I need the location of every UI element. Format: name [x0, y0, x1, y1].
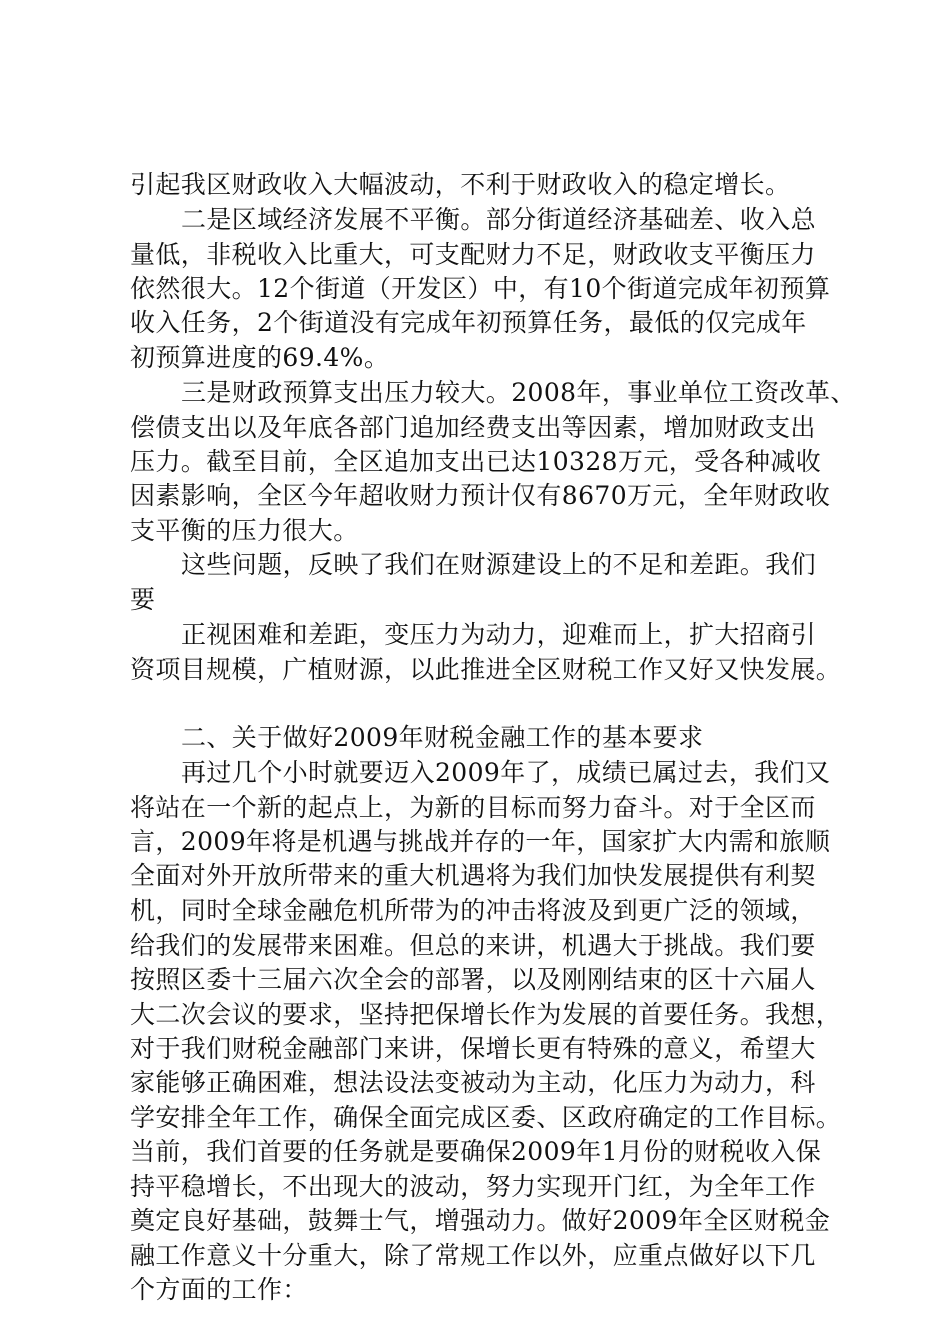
text-line: 融工作意义十分重大，除了常规工作以外，应重点做好以下几 — [130, 1241, 816, 1270]
text-line: 家能够正确困难，想法设法变被动为主动，化压力为动力，科 — [130, 1068, 816, 1097]
text-line: 持平稳增长，不出现大的波动，努力实现开门红，为全年工作 — [130, 1172, 816, 1201]
text-line: 要 — [130, 585, 156, 614]
text-line: 二是区域经济发展不平衡。部分街道经济基础差、收入总 — [181, 205, 817, 234]
text-line: 大二次会议的要求，坚持把保增长作为发展的首要任务。我想， — [130, 1000, 842, 1029]
text-line: 偿债支出以及年底各部门追加经费支出等因素，增加财政支出 — [130, 413, 816, 442]
text-line: 给我们的发展带来困难。但总的来讲，机遇大于挑战。我们要 — [130, 931, 816, 960]
text-line: 个方面的工作： — [130, 1275, 308, 1304]
text-line: 初预算进度的69.4%。 — [130, 343, 390, 372]
section-heading: 二、关于做好2009年财税金融工作的基本要求 — [181, 723, 704, 752]
text-line: 支平衡的压力很大。 — [130, 516, 359, 545]
text-line: 正视困难和差距，变压力为动力，迎难而上，扩大招商引 — [181, 620, 817, 649]
text-line: 奠定良好基础，鼓舞士气，增强动力。做好2009年全区财税金 — [130, 1206, 831, 1235]
text-line: 当前，我们首要的任务就是要确保2009年1月份的财税收入保 — [130, 1137, 822, 1166]
text-line: 言，2009年将是机遇与挑战并存的一年，国家扩大内需和旅顺 — [130, 827, 831, 856]
text-line: 因素影响，全区今年超收财力预计仅有8670万元，全年财政收 — [130, 481, 831, 510]
text-line: 学安排全年工作，确保全面完成区委、区政府确定的工作目标。 — [130, 1103, 842, 1132]
text-line: 按照区委十三届六次全会的部署，以及刚刚结束的区十六届人 — [130, 965, 816, 994]
text-line: 机，同时全球金融危机所带为的冲击将波及到更广泛的领域， — [130, 896, 816, 925]
text-line: 全面对外开放所带来的重大机遇将为我们加快发展提供有利契 — [130, 861, 816, 890]
text-line: 压力。截至目前，全区追加支出已达10328万元，受各种减收 — [130, 447, 822, 476]
text-line: 这些问题，反映了我们在财源建设上的不足和差距。我们 — [181, 550, 817, 579]
text-line: 三是财政预算支出压力较大。2008年，事业单位工资改革、 — [181, 378, 856, 407]
text-line: 将站在一个新的起点上，为新的目标而努力奋斗。对于全区而 — [130, 793, 816, 822]
text-line: 再过几个小时就要迈入2009年了，成绩已属过去，我们又 — [181, 758, 831, 787]
text-line: 引起我区财政收入大幅波动，不利于财政收入的稳定增长。 — [130, 170, 791, 199]
text-line: 量低，非税收入比重大，可支配财力不足，财政收支平衡压力 — [130, 240, 816, 269]
text-line: 收入任务，2个街道没有完成年初预算任务，最低的仅完成年 — [130, 308, 807, 337]
text-line: 对于我们财税金融部门来讲，保增长更有特殊的意义，希望大 — [130, 1034, 816, 1063]
text-line: 依然很大。12个街道（开发区）中，有10个街道完成年初预算 — [130, 274, 831, 303]
text-line: 资项目规模，广植财源，以此推进全区财税工作又好又快发展。 — [130, 655, 842, 684]
